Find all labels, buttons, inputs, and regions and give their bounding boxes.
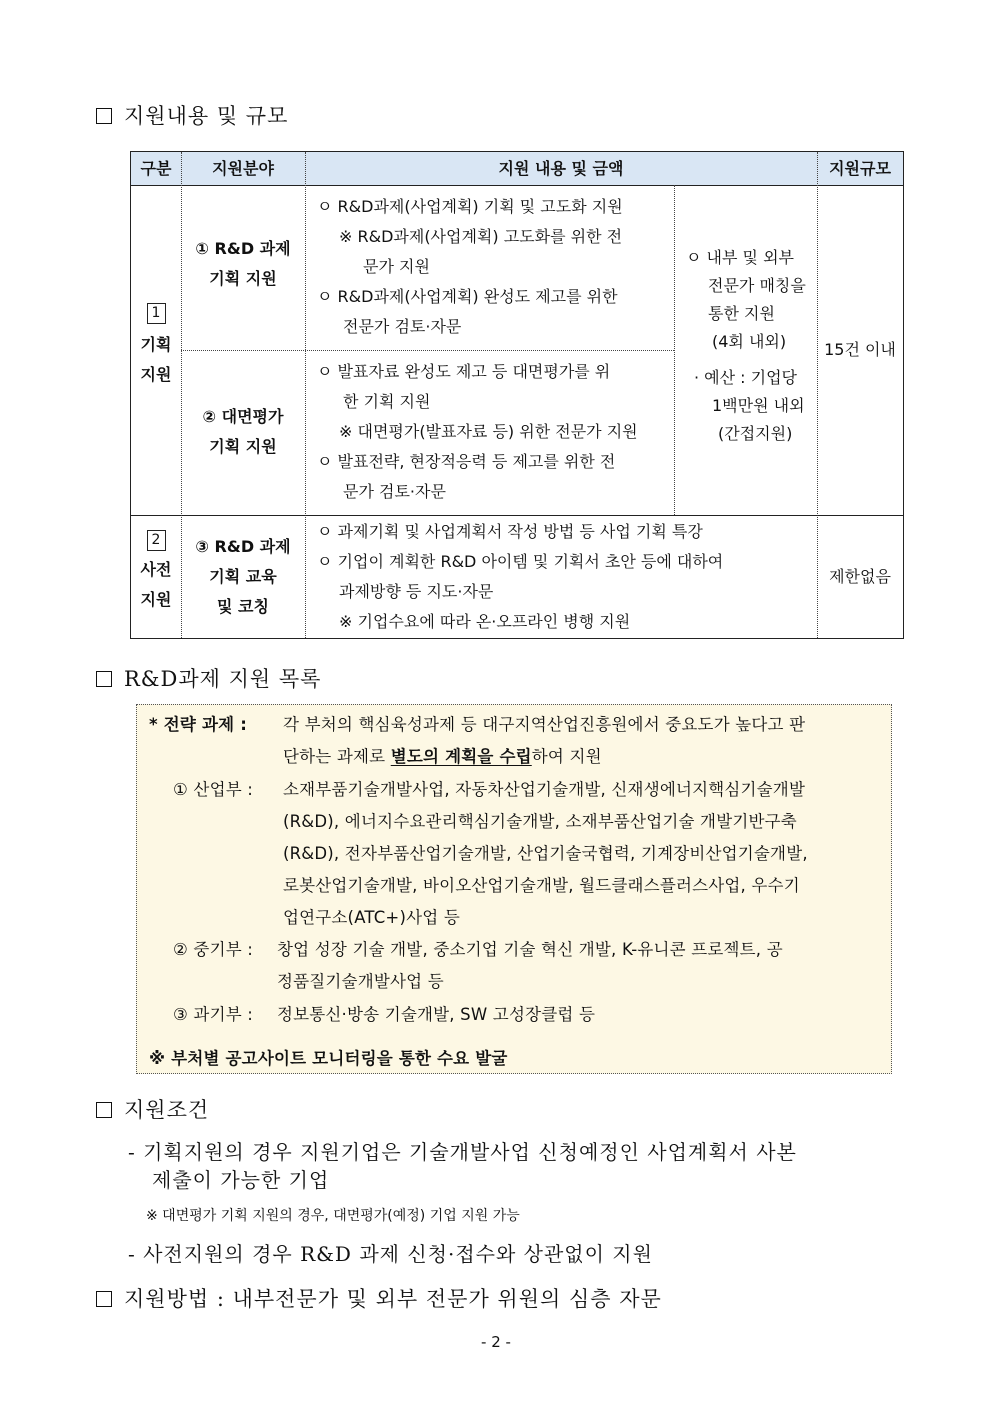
row2-content: ㅇ 발표자료 완성도 제고 등 대면평가를 위 한 기획 지원 ※ 대면평가(발표자료 등) 위한 전문가 지원 ㅇ 발표전략, 현장적응력 등 제고를 위한 전 문가 검토·자문 bbox=[317, 362, 638, 501]
checkbox-icon bbox=[96, 1102, 112, 1118]
condition-line-2: 제출이 가능한 기업 bbox=[152, 1168, 330, 1192]
checkbox-icon bbox=[96, 671, 112, 687]
strategy-line-1: 각 부처의 핵심육성과제 등 대구지역산업진흥원에서 중요도가 높다고 판 bbox=[283, 715, 806, 734]
ministry-label-mss: ② 중기부 : bbox=[173, 940, 254, 959]
header-scale: 지원규모 bbox=[829, 159, 891, 178]
rnd-list-box: * 전략 과제 : 각 부처의 핵심육성과제 등 대구지역산업진흥원에서 중요도가 높다고 판 단하는 과제로 별도의 계획을 수립하여 지원 ① 산업부 : 소재부품기술개발사업, 자동차산업기술개발, 신재생에너지핵심기술개발 (R&D), 에너지수요관리핵심기술개발, 소재부품산업기술 개발기반구축 (R&D), 전자부품산업기술개발, 산업기술국협력, 기계장비산업기술개발, 로봇산업기술개발, 바이오산업기술개발, 월드클래스플러스사업, 우수기 업연구소(ATC+)사업 등 ② 중기부 : 창업 성장 기술 개발, 중소기업 기술 혁신 개발, K-유니콘 프로젝트, 공 정품질기술개발사업 등 ③ 과기부 : 정보통신·방송 기술개발, SW 고성장클럽 등 ※ 부처별 공고사이트 모니터링을 통한 수요 발굴 bbox=[136, 704, 892, 1074]
section-heading-conditions: 지원조건 bbox=[96, 1094, 209, 1124]
group1-label-2: 지원 bbox=[140, 365, 172, 384]
checkbox-icon bbox=[96, 1291, 112, 1307]
header-field: 지원분야 bbox=[212, 159, 274, 178]
header-content: 지원 내용 및 금액 bbox=[498, 159, 624, 178]
group1-scale: 15건 이내 bbox=[824, 340, 896, 359]
group1-category bbox=[131, 302, 181, 390]
group1-number: 1 bbox=[147, 303, 166, 324]
group2-scale: 제한없음 bbox=[829, 567, 891, 586]
strategy-line-2: 단하는 과제로 별도의 계획을 수립하여 지원 bbox=[283, 747, 602, 766]
group2-content: ㅇ 과제기획 및 사업계획서 작성 방법 등 사업 기획 특강 ㅇ 기업이 계획한 R&D 아이템 및 기획서 초안 등에 대하여 과제방향 등 지도·자문 ※ 기업수요에 따라 온·오프라인 병행 지원 bbox=[317, 522, 724, 631]
row2-field: ② 대면평가 기획 지원 bbox=[202, 407, 284, 456]
condition-line-3: - 사전지원의 경우 R&D 과제 신청·접수와 상관없이 지원 bbox=[128, 1242, 653, 1266]
row1-content: ㅇ R&D과제(사업계획) 기획 및 고도화 지원 ※ R&D과제(사업계획) 고도화를 위한 전 문가 지원 ㅇ R&D과제(사업계획) 완성도 제고를 위한 전문가 검토·자문 bbox=[317, 197, 623, 336]
condition-line-1: - 기획지원의 경우 지원기업은 기술개발사업 신청예정인 사업계획서 사본 bbox=[128, 1140, 797, 1164]
support-table bbox=[130, 151, 904, 639]
group2-field: ③ R&D 과제 기획 교육 및 코칭 bbox=[195, 537, 291, 616]
group2-number: 2 bbox=[147, 530, 166, 551]
strategy-label: * 전략 과제 : bbox=[149, 715, 248, 734]
checkbox-icon bbox=[96, 108, 112, 124]
header-category: 구분 bbox=[140, 159, 172, 178]
section-heading-method: 지원방법 : 내부전문가 및 외부 전문가 위원의 심층 자문 bbox=[96, 1283, 662, 1313]
ministry-label-moti: ① 산업부 : bbox=[173, 780, 254, 799]
section-heading-rnd-list: R&D과제 지원 목록 bbox=[96, 663, 321, 693]
group1-label-1: 기획 bbox=[140, 335, 172, 354]
row1-field: ① R&D 과제 기획 지원 bbox=[195, 239, 291, 288]
group1-amount: ㅇ 내부 및 외부 전문가 매칭을 통한 지원 (4회 내외) · 예산 : 기업당 1백만원 내외 (간접지원) bbox=[686, 248, 806, 443]
condition-note: ※ 대면평가 기획 지원의 경우, 대면평가(예정) 기업 지원 가능 bbox=[146, 1208, 520, 1224]
section-heading-support-content: 지원내용 및 규모 bbox=[96, 100, 288, 130]
page-number: - 2 - bbox=[481, 1333, 511, 1351]
monitoring-note: ※ 부처별 공고사이트 모니터링을 통한 수요 발굴 bbox=[149, 1049, 508, 1068]
group2-category: 2 사전 지원 bbox=[140, 532, 172, 609]
ministry-label-msit: ③ 과기부 : bbox=[173, 1005, 254, 1024]
